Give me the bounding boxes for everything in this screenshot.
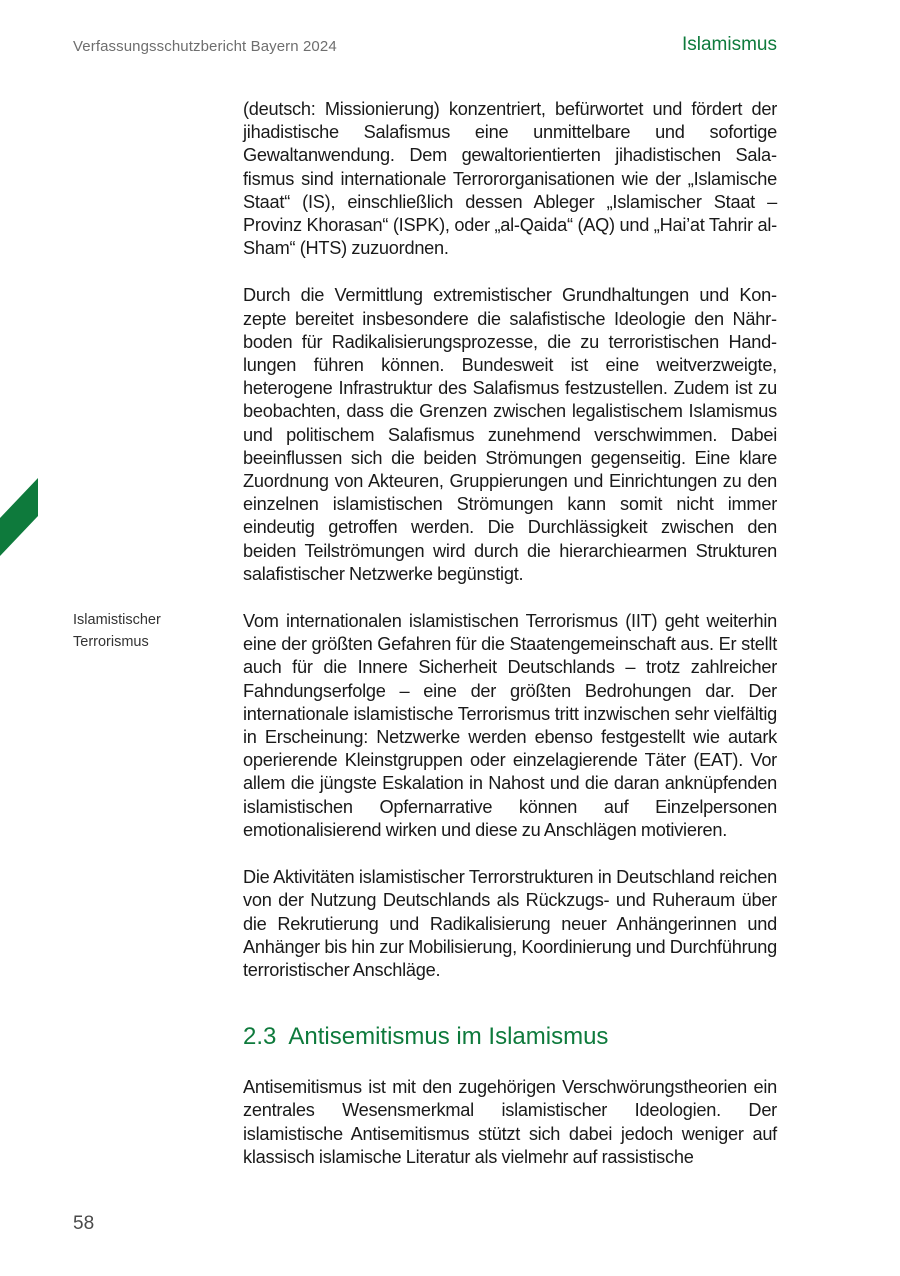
paragraph-terror-structures: Die Aktivitäten islamistischer Terrorstrukturen in Deutschland reichen von der Nutzung Deutschlands als Rückzugs- und Ruheraum über die Rekrutierung und Radikalisierung neuer Anhängerinnen und Anhänger bis hin zur Mobilisierung, Koordinierung und Durchführung terroristischer Anschläge. (243, 867, 777, 980)
section-title: Antisemitismus im Islamismus (288, 1023, 609, 1051)
margin-note (73, 609, 223, 653)
main-text (243, 98, 777, 1193)
margin-note-line: Islamistischer (73, 612, 161, 628)
chapter-edge-marker (0, 478, 38, 556)
running-head-publication: Verfassungsschutzbericht Bayern 2024 (73, 38, 337, 55)
section-heading (243, 1022, 777, 1052)
paragraph-ideology: Durch die Vermittlung extremistischer Grundhaltungen und Konzepte bereitet insbesondere die salafistische Ideologie den Nährboden für Radikalisierungsprozesse, die zu terroristischen Handlungen führen können. Bundesweit ist eine weitverzweigte, heterogene Infrastruktur des Salafismus festzustellen. Zudem ist zu beobachten, dass die Grenzen zwischen legalistischem Islamismus und politischem Salafismus zunehmend verschwimmen. Dabei beeinflussen sich die beiden Strömungen gegenseitig. Eine klare Zuordnung von Akteuren, Gruppierungen und Einrichtungen zu den einzelnen islamistischen Strömungen kann somit nicht immer eindeutig getroffen werden. Die Durchlässigkeit zwischen den beiden Teilströmungen wird durch die hierarchiearmen Strukturen salafistischer Netzwerke begünstigt. (243, 285, 777, 584)
paragraph-jihadism: (deutsch: Missionierung) konzentriert, befürwortet und fördert der jihadistische Salafismus eine unmittelbare und sofortige Gewaltanwendung. Dem gewaltorientierten jihadistischen Salafismus sind internationale Terrororganisationen wie der „Islamische Staat“ (IS), einschließlich dessen Ableger „Islamischer Staat – Provinz Khorasan“ (ISPK), oder „al-Qaida“ (AQ) und „Hai’at Tahrir al-Sham“ (HTS) zuzuordnen. (243, 99, 777, 259)
page-number: 58 (73, 1213, 95, 1234)
section-number: 2.3 (243, 1023, 277, 1051)
paragraph-antisemitism: Antisemitismus ist mit den zugehörigen Verschwörungstheorien ein zentrales Wesensmerkmal islamistischer Ideologien. Der islamistische Antisemitismus stützt sich dabei jedoch weniger auf klassisch islamische Literatur als vielmehr auf rassistische (243, 1077, 777, 1167)
paragraph-iit: Vom internationalen islamistischen Terrorismus (IIT) geht weiterhin eine der größten Gefahren für die Staatengemeinschaft aus. Er stellt auch für die Innere Sicherheit Deutschlands – trotz zahlreicher Fahndungserfolge – eine der größten Bedrohungen dar. Der internationale islamistische Terrorismus tritt inzwischen sehr vielfältig in Erscheinung: Netzwerke werden ebenso festgestellt wie autark operierende Kleinstgruppen oder einzelagierende Täter (EAT). Vor allem die jüngste Eskalation in Nahost und die daran anknüpfenden islamistischen Opfernarrative können auf Einzelpersonen emotionalisierend wirken und diese zu Anschlägen motivieren. (243, 611, 777, 840)
margin-note-line: Terrorismus (73, 634, 149, 650)
running-head-chapter: Islamismus (681, 34, 777, 55)
